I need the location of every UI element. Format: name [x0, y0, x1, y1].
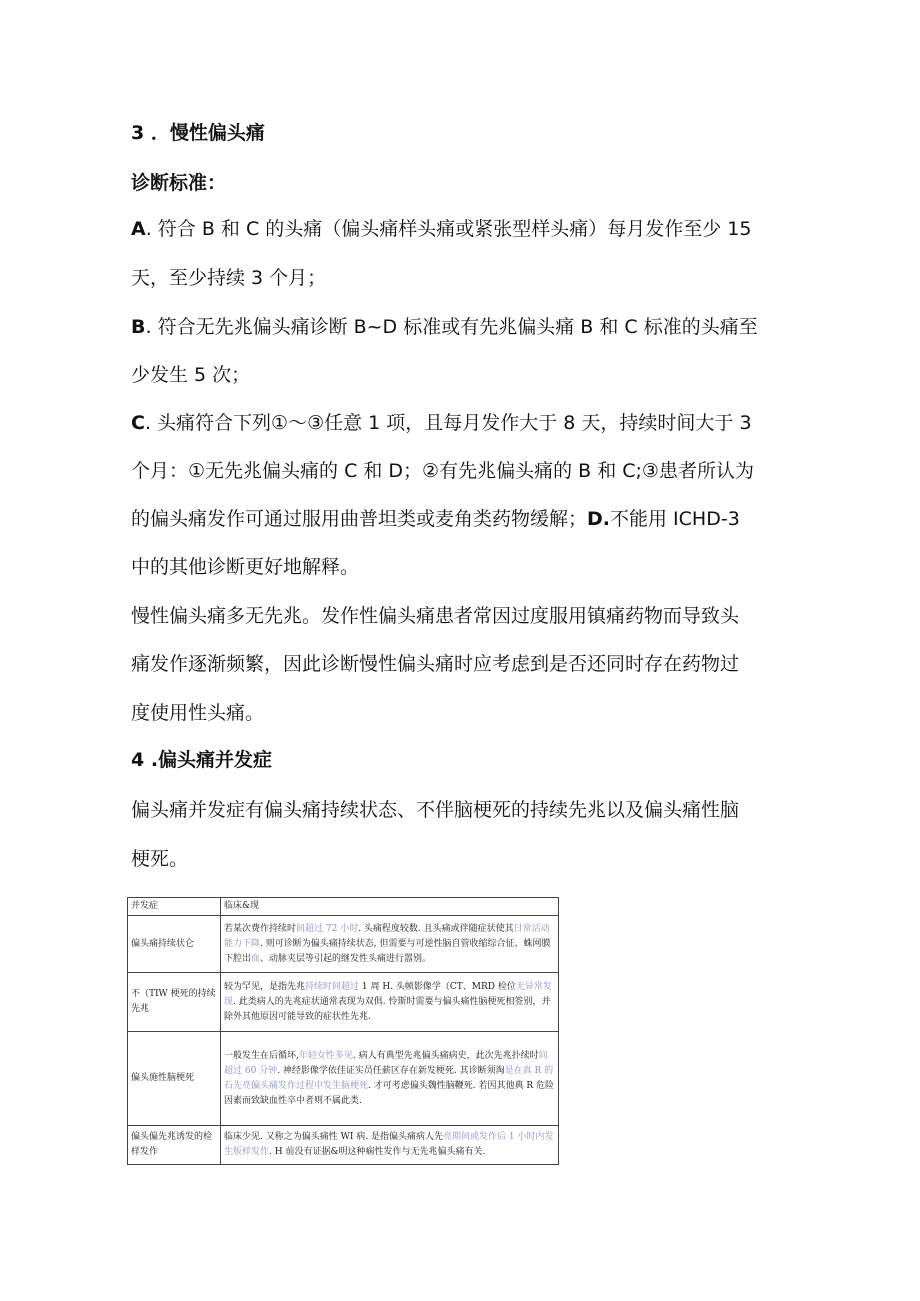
criterion-a-line1 [131, 216, 751, 242]
criterion-c-text: . 头痛符合下列①～③任意 1 项，且每月发作大于 8 天，持续时间大于 3 [144, 412, 752, 434]
highlight-run: 无异常发现 [224, 981, 552, 1007]
table-header-cell: 临床&现 [221, 898, 559, 916]
criterion-c-line3-text: 的偏头痛发作可通过服用曲普坦类或麦角类药物缓解； [131, 508, 588, 530]
highlight-run: 持续时间超过 [305, 981, 360, 992]
text-run: . 才可考虑偏头魏性脑鞭死. 若因其他典 R 危险因素而致缺血性卒中者则不属此类. [224, 1080, 554, 1106]
criterion-b-line2: 少发生 5 次； [131, 364, 251, 386]
table-cell-name: 偏头偏先兆诱发的检样发作 [128, 1126, 221, 1165]
complications-table [127, 897, 559, 1165]
criterion-d-text: 不能用 ICHD-3 [610, 508, 740, 530]
text-run: . 神经影像学依佳证实员任薪区存在新发梗死. 其诊断须淘 [277, 1065, 505, 1076]
complication-para-line1: 偏头痛并发症有偏头痛持续状态、不伴脑梗死的持续先兆以及偏头痛性脑 [131, 799, 740, 821]
chronic-para-line3: 度使用性头痛。 [131, 702, 265, 724]
text-run: 1 周 H. 头帧影像学（CT、MRD 检位 [359, 981, 516, 992]
text-run: . 则可诊断为偏头痛持续状态, 但需要与可逆性脑自管收缩综合征、蛛网膜下腔出 [224, 938, 551, 964]
text-run: 较为罕见，是指先兆 [224, 981, 306, 992]
criterion-a-line2: 天，至少持续 3 个月； [131, 267, 327, 289]
criterion-d-label: D. [587, 508, 611, 530]
highlight-run: 血 [251, 953, 261, 964]
criterion-b-text: . 符合无先兆偏头痛诊断 B~D 标准或有先兆偏头痛 B 和 C 标准的头痛至 [145, 316, 758, 338]
highlight-run: 日常活动能力下降 [224, 923, 550, 949]
table-cell-desc [221, 1032, 559, 1126]
table-row [128, 1126, 559, 1165]
criterion-b-label: B [131, 316, 146, 338]
text-run: . 头痛程度较数. 且头痛或伴随症状使其 [358, 923, 514, 934]
section3-heading: 3 ．慢性偏头痛 [131, 122, 265, 144]
text-run: 一般发生在后循环, [224, 1050, 299, 1061]
criterion-b-line1 [131, 314, 758, 340]
criterion-c-label: C [131, 412, 145, 434]
highlight-run: 间超过 72 小时 [296, 923, 359, 934]
criterion-a-text: . 符合 B 和 C 的头痛（偏头痛样头痛或紧张型样头痛）每月发作至少 15 [145, 218, 752, 240]
table-cell-desc [221, 973, 559, 1032]
highlight-run: 年轻女性多见 [298, 1050, 353, 1061]
highlight-run: 间超过 60 分钟 [224, 1050, 548, 1076]
chronic-para-line2: 痛发作逐渐频繁，因此诊断慢性偏头痛时应考虑到是否还同时存在药物过 [131, 653, 740, 675]
table-cell-name: 偏头施性脑梗死 [128, 1032, 221, 1126]
table-row [128, 973, 559, 1032]
text-run: 若某次费作持续时 [224, 923, 297, 934]
text-run: . 此类病人的先兆症状通常表现为双俱. 怜斯时需要与偏头痛性脑梗死相签别，并除外其他原因可能导致的症状性先兆. [224, 996, 551, 1022]
criterion-c-line1 [131, 410, 752, 436]
criterion-c-line4: 中的其他诊断更好地解释。 [131, 556, 360, 578]
chronic-para-line1: 慢性偏头痛多无先兆。发作性偏头痛患者常因过度服用镇痛药物而导致头 [131, 605, 740, 627]
text-run: 临床少见. 又称之为偏头痛性 WI 病. 是指偏头痛病人先 [224, 1132, 443, 1142]
criterion-c-line2: 个月：①无先兆偏头痛的 C 和 D；②有先兆偏头痛的 B 和 C;③患者所认为 [131, 460, 754, 482]
section4-heading: 4 .偏头痛并发症 [131, 749, 273, 771]
table-row [128, 916, 559, 973]
text-run: . H 前没有证据&明这种痫性发作与无先兆偏头痛有关. [269, 1147, 486, 1157]
table-cell-desc [221, 916, 559, 973]
criterion-c-line3 [131, 506, 740, 532]
table-header-row [128, 898, 559, 916]
table-header-cell: 并发症 [128, 898, 221, 916]
table-cell-desc [221, 1126, 559, 1165]
table-cell-name: 偏头痛持续状仑 [128, 916, 221, 973]
text-run: 、动脉夹层等引起的继发性头痛进行嚣别。 [260, 953, 432, 964]
complication-para-line2: 梗死。 [131, 848, 189, 870]
highlight-run: 亮期间或发作后 1 小时内发生版样发作 [224, 1132, 554, 1157]
highlight-run: 是在真 R 的石先亮偏头痛发作过程中发生脑梗死 [224, 1065, 554, 1091]
table-cell-name: 不（TIW 梗死的持续先兆 [128, 973, 221, 1032]
text-run: . 病人有典型先兆偏头痛病史，此次先兆扑续时 [352, 1050, 539, 1061]
criterion-a-label: A [131, 218, 146, 240]
table-row [128, 1032, 559, 1126]
criteria-label: 诊断标准： [131, 172, 227, 194]
